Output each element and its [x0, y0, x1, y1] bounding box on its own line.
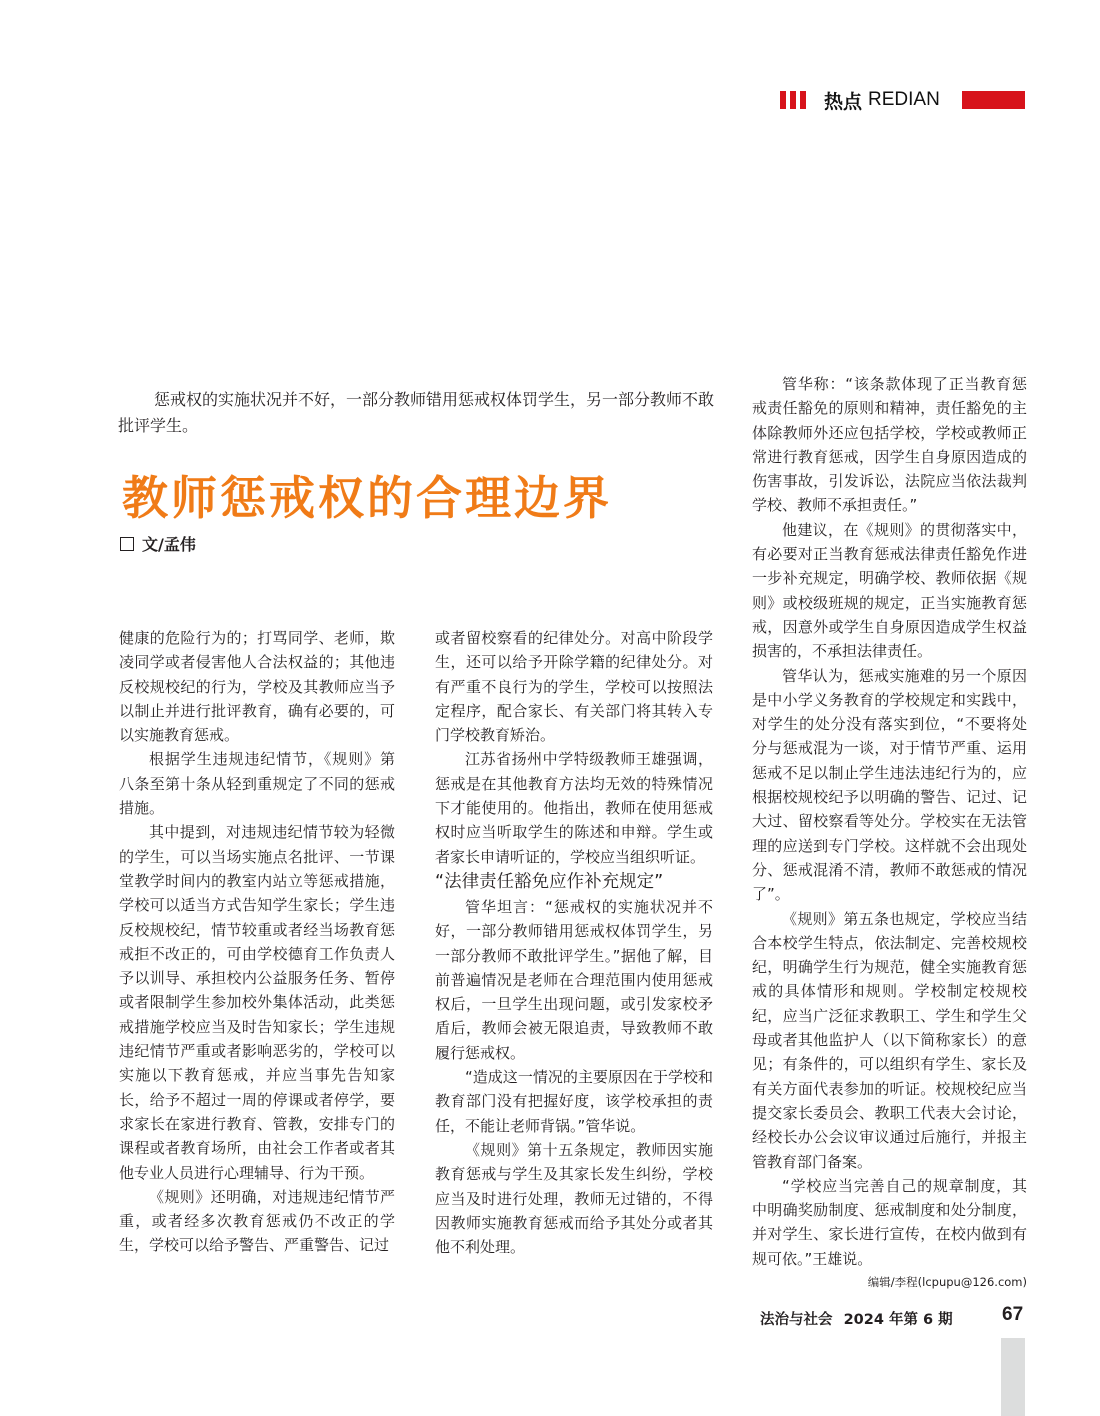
section-header — [780, 88, 940, 112]
paragraph: 根据学生违规违纪情节，《规则》第八条至第十条从轻到重规定了不同的惩戒措施。 — [119, 750, 395, 818]
header-red-block — [962, 91, 1025, 109]
column-3 — [752, 372, 1027, 1291]
article-title: 教师惩戒权的合理边界 — [122, 471, 612, 525]
paragraph: 管华认为，惩戒实施难的另一个原因是中小学义务教育的学校规定和实践中，对学生的处分没有落实到位，“不要将处分与惩戒混为一谈，对于情节严重、运用惩戒不足以制止学生违法违纪行为的，应根据校规校纪予以明确的警告、记过、记大过、留校察看等处分。学校实在无法管理的应送到专门学校。这样就不会出现处分、惩戒混淆不清，教师不敢惩戒的情况了”。 — [752, 666, 1027, 904]
header-bar-mark — [790, 91, 796, 109]
byline — [120, 532, 196, 555]
page-edge-strip — [1001, 1338, 1025, 1416]
pull-quote: 惩戒权的实施状况并不好，一部分教师错用惩戒权体罚学生，另一部分教师不敢批评学生。 — [118, 390, 715, 435]
paragraph: 健康的危险行为的；打骂同学、老师，欺凌同学或者侵害他人合法权益的；其他违反校规校纪的行为，学校及其教师应当予以制止并进行批评教育，确有必要的，可以实施教育惩戒。 — [119, 629, 395, 745]
author: 文/孟伟 — [142, 535, 196, 554]
paragraph: 《规则》还明确，对违规违纪情节严重，或者经多次教育惩戒仍不改正的学生，学校可以给予警告、严重警告、记过 — [119, 1187, 395, 1255]
paragraph: 江苏省扬州中学特级教师王雄强调，惩戒是在其他教育方法均无效的特殊情况下才能使用的。他指出，教师在使用惩戒权时应当听取学生的陈述和申辩。学生或者家长申请听证的，学校应当组织听证。 — [435, 750, 713, 866]
column-1 — [119, 626, 395, 1258]
header-bar-mark — [780, 91, 786, 109]
header-bar-mark — [800, 91, 806, 109]
paragraph: “造成这一情况的主要原因在于学校和教育部门没有把握好度，该学校承担的责任，不能让老师背锅。”管华说。 — [435, 1068, 713, 1135]
editor-credit: 编辑/李程(lcpupu@126.com) — [867, 1274, 1027, 1289]
publication-name: 法治与社会 — [760, 1312, 833, 1328]
section-title: 热点 — [824, 90, 863, 113]
section-subtitle: REDIAN — [868, 89, 940, 110]
issue-label: 2024 年第 6 期 — [843, 1312, 953, 1328]
paragraph: 《规则》第五条也规定，学校应当结合本校学生特点，依法制定、完善校规校纪，明确学生行为规范，健全实施教育惩戒的具体情形和规则。学校制定校规校纪，应当广泛征求教职工、学生和学生父母或者其他监护人（以下简称家长）的意见；有条件的，可以组织有学生、家长及有关方面代表参加的听证。校规校纪应当提交家长委员会、教职工代表大会讨论，经校长办公会议审议通过后施行，并报主管教育部门备案。 — [752, 909, 1027, 1171]
paragraph: “学校应当完善自己的规章制度，其中明确奖励制度、惩戒制度和处分制度，并对学生、家长进行宣传，在校内做到有规可依。”王雄说。 — [752, 1176, 1027, 1268]
paragraph: 其中提到，对违规违纪情节较为轻微的学生，可以当场实施点名批评、一节课堂教学时间内的教室内站立等惩戒措施，学校可以适当方式告知学生家长；学生违反校规校纪，情节较重或者经当场教育惩戒拒不改正的，可由学校德育工作负责人予以训导、承担校内公益服务任务、暂停或者限制学生参加校外集体活动，此类惩戒措施学校应当及时告知家长；学生违规违纪情节严重或者影响恶劣的，学校可以实施以下教育惩戒，并应当事先告知家长，给予不超过一周的停课或者停学，要求家长在家进行教育、管教，安排专门的课程或者教育场所，由社会工作者或者其他专业人员进行心理辅导、行为干预。 — [119, 823, 395, 1182]
paragraph: 管华称：“该条款体现了正当教育惩戒责任豁免的原则和精神，责任豁免的主体除教师外还应包括学校，学校或教师正常进行教育惩戒，因学生自身原因造成的伤害事故，引发诉讼，法院应当依法裁判学校、教师不承担责任。” — [752, 375, 1027, 515]
paragraph: 《规则》第十五条规定，教师因实施教育惩戒与学生及其家长发生纠纷，学校应当及时进行处理，教师无过错的，不得因教师实施教育惩戒而给予其处分或者其他不利处理。 — [435, 1140, 713, 1257]
byline-box-icon — [120, 537, 134, 551]
subheading: “法律责任豁免应作补充规定” — [435, 871, 664, 892]
column-2 — [435, 626, 713, 1259]
page-footer — [760, 1308, 959, 1329]
page-number: 67 — [1002, 1304, 1024, 1325]
paragraph: 管华坦言：“惩戒权的实施状况并不好，一部分教师错用惩戒权体罚学生，另一部分教师不敢批评学生。”据他了解，目前普遍情况是老师在合理范围内使用惩戒权后，一旦学生出现问题，或引发家校矛盾后，教师会被无限追责，导致教师不敢履行惩戒权。 — [435, 897, 713, 1062]
paragraph: 他建议，在《规则》的贯彻落实中，有必要对正当教育惩戒法律责任豁免作进一步补充规定，明确学校、教师依据《规则》或校级班规的规定，正当实施教育惩戒，因意外或学生自身原因造成学生权益损害的，不承担法律责任。 — [752, 520, 1027, 661]
paragraph: 或者留校察看的纪律处分。对高中阶段学生，还可以给予开除学籍的纪律处分。对有严重不良行为的学生，学校可以按照法定程序，配合家长、有关部门将其转入专门学校教育矫治。 — [435, 629, 713, 745]
